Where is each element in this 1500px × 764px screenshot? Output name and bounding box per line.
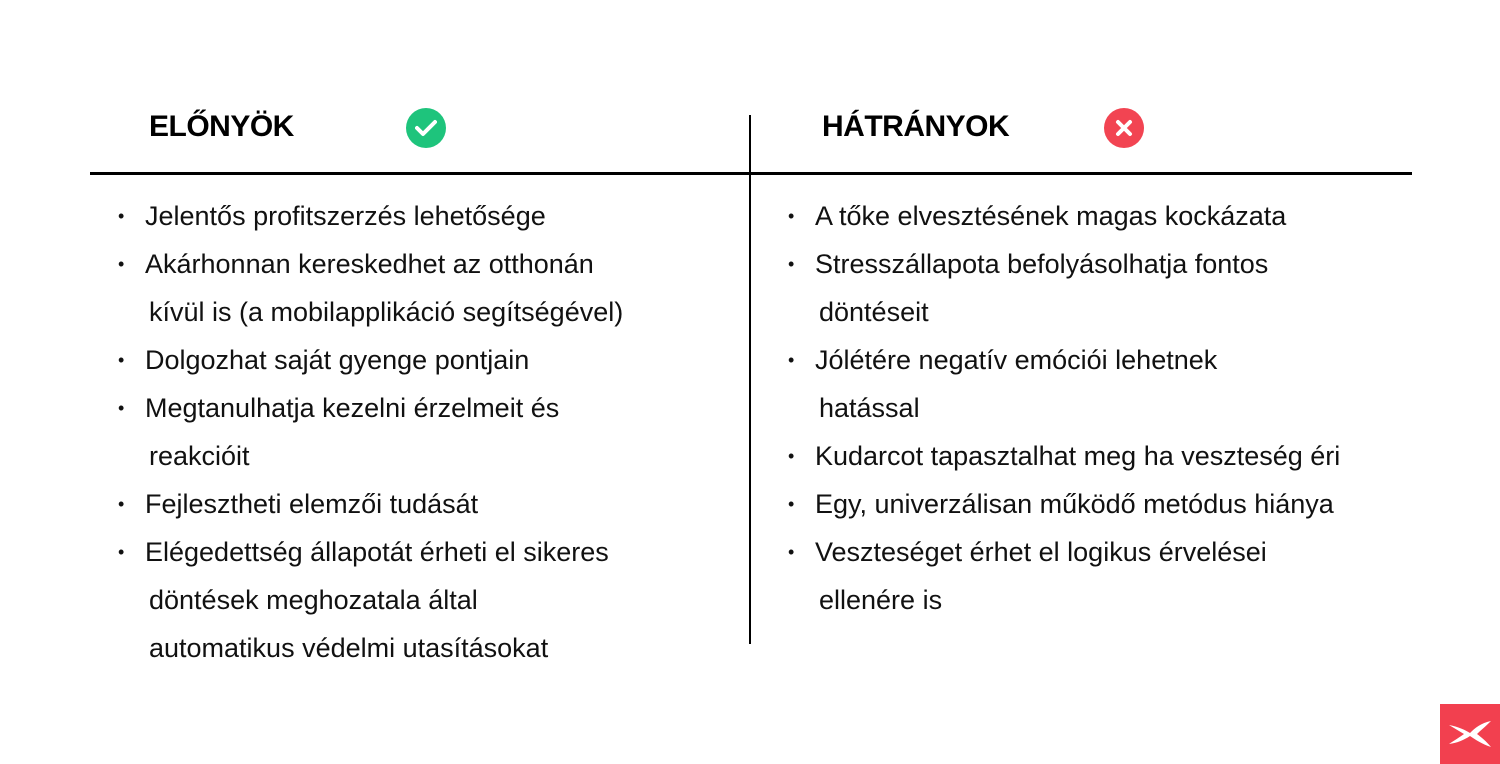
- pros-heading: ELŐNYÖK: [149, 110, 294, 143]
- bullet-icon: •: [118, 542, 125, 562]
- bullet-icon: •: [118, 254, 125, 274]
- bullet-icon: •: [118, 494, 125, 514]
- pros-list: [118, 192, 623, 672]
- bullet-icon: •: [118, 206, 125, 226]
- header-divider: [90, 172, 1412, 175]
- list-item: • Akárhonnan kereskedhet az otthonán kívül is (a mobilapplikáció segítségével): [118, 240, 623, 336]
- x-circle-icon: [1104, 108, 1144, 148]
- list-item: • Dolgozhat saját gyenge pontjain: [118, 336, 623, 384]
- bullet-icon: •: [118, 350, 125, 370]
- list-item: • Megtanulhatja kezelni érzelmeit és reakcióit: [118, 384, 623, 480]
- bullet-icon: •: [788, 542, 795, 562]
- bullet-icon: •: [788, 206, 795, 226]
- bullet-icon: •: [788, 494, 795, 514]
- column-divider: [749, 115, 751, 644]
- list-item: • Jólétére negatív emóciói lehetnek hatással: [788, 336, 1340, 432]
- list-item: • A tőke elvesztésének magas kockázata: [788, 192, 1340, 240]
- list-item: • Egy, univerzálisan működő metódus hiánya: [788, 480, 1340, 528]
- bullet-icon: •: [788, 254, 795, 274]
- list-item: • Fejlesztheti elemzői tudását: [118, 480, 623, 528]
- list-item: • Elégedettség állapotát érheti el sikeres döntések meghozatala által automatikus védelmi utasításokat: [118, 528, 623, 672]
- list-item: • Kudarcot tapasztalhat meg ha veszteség éri: [788, 432, 1340, 480]
- list-item: • Stresszállapota befolyásolhatja fontos döntéseit: [788, 240, 1340, 336]
- cons-heading: HÁTRÁNYOK: [822, 110, 1010, 143]
- check-circle-icon: [406, 108, 446, 148]
- bullet-icon: •: [788, 446, 795, 466]
- cons-list: [788, 192, 1340, 624]
- bullet-icon: •: [788, 350, 795, 370]
- list-item: • Veszteséget érhet el logikus érvelései ellenére is: [788, 528, 1340, 624]
- list-item: • Jelentős profitszerzés lehetősége: [118, 192, 623, 240]
- bullet-icon: •: [118, 398, 125, 418]
- x-logo-icon: [1440, 704, 1500, 764]
